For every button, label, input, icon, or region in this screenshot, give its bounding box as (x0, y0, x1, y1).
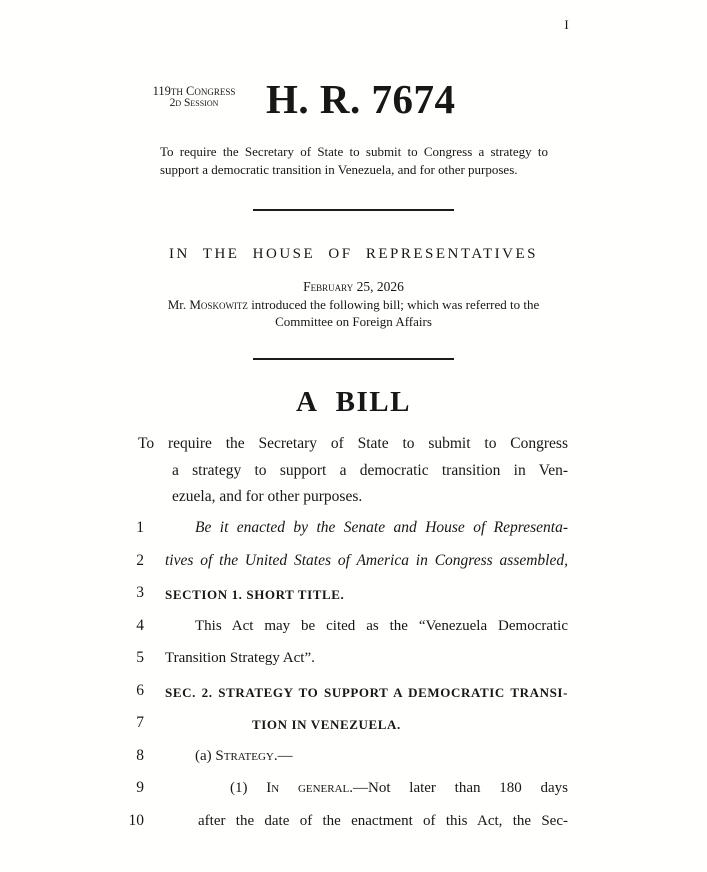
page-number: I (564, 17, 570, 32)
line-text: Be it enacted by the Senate and House of Representa- (195, 519, 568, 536)
line-number: 2 (136, 552, 144, 569)
line-number: 5 (136, 649, 144, 666)
clause-prefix: (1) (230, 780, 267, 796)
line-number: 1 (136, 519, 144, 536)
clause-suffix: .—Not later than 180 days (349, 780, 569, 796)
line-number: 9 (136, 779, 144, 796)
line-number: 7 (136, 714, 144, 731)
introduced-line (0, 297, 707, 313)
introduction-date: February 25, 2026 (303, 279, 404, 294)
bill-line-8 (120, 745, 580, 769)
line-text: SEC. 2. STRATEGY TO SUPPORT A DEMOCRATIC TRANSI- (165, 685, 568, 700)
bill-heading: A BILL (296, 386, 411, 418)
line-text: This Act may be cited as the “Venezuela Democratic (195, 618, 568, 634)
line-text (165, 777, 568, 799)
bill-line-6 (120, 680, 580, 704)
bill-line-10 (120, 810, 580, 834)
bill-line-9 (120, 777, 580, 801)
line-text: TION IN VENEZUELA. (252, 717, 401, 732)
committee-line: Committee on Foreign Affairs (275, 314, 432, 329)
clause-term: In general (266, 780, 350, 796)
long-title-line-3: ezuela, and for other purposes. (172, 488, 363, 505)
official-title-preamble: To require the Secretary of State to submit to Congress a strategy to support a democratic transition in Venezuela, and for other purposes. (160, 144, 548, 177)
session-label: 2d Session (169, 97, 219, 109)
line-text: SECTION 1. SHORT TITLE. (165, 587, 345, 602)
congress-session-block (128, 85, 260, 109)
bill-line-2 (120, 550, 580, 574)
bill-line-3 (120, 582, 580, 606)
horizontal-rule-top (253, 209, 454, 211)
line-number: 6 (136, 682, 144, 699)
bill-line-7 (120, 712, 580, 736)
bill-line-5 (120, 647, 580, 671)
line-number: 8 (136, 747, 144, 764)
line-text: after the date of the enactment of this Act, the Sec- (198, 813, 568, 829)
line-number: 10 (128, 812, 144, 829)
line-number: 4 (136, 617, 144, 634)
chamber-line: IN THE HOUSE OF REPRESENTATIVES (168, 246, 539, 262)
line-text (165, 745, 568, 767)
congress-label: 119th Congress (152, 84, 236, 98)
line-text: tives of the United States of America in Congress assembled, (165, 552, 568, 569)
bill-number: H. R. 7674 (266, 76, 456, 122)
clause-suffix: .— (273, 748, 293, 764)
long-title-line-2: a strategy to support a democratic transition in Ven- (172, 462, 568, 479)
clause-term: Strategy (215, 748, 274, 764)
long-title-line-1: To require the Secretary of State to submit to Congress (138, 435, 568, 452)
sponsor-prefix: Mr. (167, 297, 190, 312)
bill-line-1 (120, 517, 580, 541)
line-text: Transition Strategy Act”. (165, 650, 315, 666)
bill-line-4 (120, 615, 580, 639)
clause-prefix: (a) (195, 748, 216, 764)
introduced-rest: introduced the following bill; which was referred to the (247, 297, 540, 312)
sponsor-name: Moskowitz (189, 297, 248, 312)
line-number: 3 (136, 584, 144, 601)
horizontal-rule-bottom (253, 358, 454, 360)
